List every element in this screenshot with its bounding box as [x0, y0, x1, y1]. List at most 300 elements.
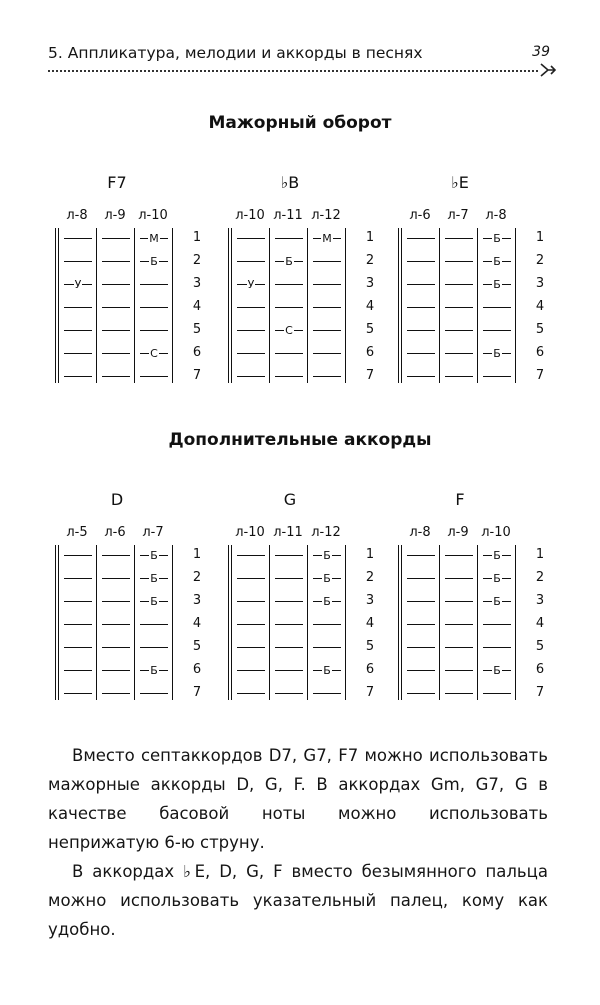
string-number: 1 [192, 230, 202, 245]
string-dash [237, 353, 265, 354]
string-dash [445, 307, 473, 308]
string-segment [137, 254, 171, 268]
string-dash [483, 330, 511, 331]
string-dash [483, 647, 511, 648]
fret-line [477, 545, 478, 700]
fret-line [401, 545, 402, 700]
string-segment [61, 369, 95, 383]
string-dash [64, 376, 92, 377]
string-segment [310, 231, 344, 245]
string-number: 1 [535, 547, 545, 562]
string-dash [237, 555, 265, 556]
string-segment [61, 231, 95, 245]
string-dash [102, 307, 130, 308]
string-segment [310, 571, 344, 585]
string-segment [404, 346, 438, 360]
finger-mark: С [285, 324, 293, 337]
string-segment [442, 346, 476, 360]
finger-mark: У [247, 278, 255, 291]
string-segment [99, 346, 133, 360]
string-dash [102, 376, 130, 377]
string-segment [99, 300, 133, 314]
string-segment [404, 548, 438, 562]
chord-name: F [455, 490, 465, 509]
string-segment [442, 686, 476, 700]
finger-mark: М [149, 232, 159, 245]
string-dash [102, 238, 130, 239]
string-segment [404, 323, 438, 337]
string-segment [137, 231, 171, 245]
fret-line [134, 228, 135, 383]
nut-line [398, 228, 399, 383]
string-segment [61, 548, 95, 562]
string-dash [445, 376, 473, 377]
string-segment [234, 346, 268, 360]
string-dash [407, 670, 435, 671]
string-segment [310, 617, 344, 631]
string-number: 2 [365, 253, 375, 268]
string-segment [99, 369, 133, 383]
string-segment [99, 594, 133, 608]
string-dash [140, 693, 168, 694]
string-dash [64, 693, 92, 694]
dotted-rule [48, 70, 538, 72]
fret-label: л-11 [273, 208, 303, 223]
string-dash [483, 376, 511, 377]
string-number: 2 [192, 570, 202, 585]
string-dash [407, 353, 435, 354]
string-segment [480, 323, 514, 337]
string-segment [442, 369, 476, 383]
string-number: 3 [535, 593, 545, 608]
string-segment [310, 346, 344, 360]
string-segment [234, 300, 268, 314]
string-dash [64, 353, 92, 354]
string-segment [137, 663, 171, 677]
string-dash [313, 353, 341, 354]
finger-mark: Б [493, 278, 501, 291]
string-number: 3 [192, 593, 202, 608]
string-dash [313, 330, 341, 331]
string-segment [480, 369, 514, 383]
fret-label: л-10 [235, 208, 265, 223]
string-dash [407, 330, 435, 331]
string-segment [310, 323, 344, 337]
finger-mark: Б [493, 549, 501, 562]
string-segment [137, 346, 171, 360]
string-segment [272, 369, 306, 383]
string-dash [140, 307, 168, 308]
page-number: 39 [532, 44, 550, 60]
string-segment [480, 571, 514, 585]
string-segment [480, 663, 514, 677]
string-segment [137, 571, 171, 585]
string-dash [64, 624, 92, 625]
string-number: 2 [192, 253, 202, 268]
chord-name: F7 [107, 173, 127, 192]
string-dash [102, 261, 130, 262]
fret-line [134, 545, 135, 700]
finger-mark: Б [150, 595, 158, 608]
string-segment [310, 686, 344, 700]
string-dash [407, 601, 435, 602]
string-number: 6 [365, 662, 375, 677]
string-segment [404, 686, 438, 700]
string-segment [234, 369, 268, 383]
fret-line [307, 228, 308, 383]
string-segment [310, 640, 344, 654]
fret-line [345, 545, 346, 700]
chord-name: ♭E [451, 173, 469, 192]
string-dash [313, 647, 341, 648]
fret-label: л-12 [311, 208, 341, 223]
string-segment [234, 686, 268, 700]
string-number: 3 [535, 276, 545, 291]
string-segment [99, 571, 133, 585]
string-segment [404, 640, 438, 654]
string-number: 4 [192, 616, 202, 631]
string-dash [102, 601, 130, 602]
string-segment [442, 640, 476, 654]
finger-mark: Б [493, 572, 501, 585]
string-dash [64, 307, 92, 308]
fret-line [401, 228, 402, 383]
chord-diagram-0-1 [228, 173, 388, 383]
string-segment [61, 663, 95, 677]
string-segment [99, 277, 133, 291]
string-number: 1 [535, 230, 545, 245]
string-number: 3 [365, 276, 375, 291]
string-segment [310, 548, 344, 562]
fret-line [269, 228, 270, 383]
string-segment [442, 277, 476, 291]
string-segment [404, 617, 438, 631]
string-dash [64, 578, 92, 579]
string-segment [442, 231, 476, 245]
finger-mark: Б [493, 595, 501, 608]
string-segment [61, 300, 95, 314]
string-dash [275, 555, 303, 556]
string-segment [310, 277, 344, 291]
chord-diagram-0-0 [55, 173, 215, 383]
string-number: 4 [535, 299, 545, 314]
fret-line [515, 228, 516, 383]
string-dash [275, 238, 303, 239]
string-segment [480, 594, 514, 608]
fret-line [96, 545, 97, 700]
string-number: 3 [365, 593, 375, 608]
string-segment [310, 369, 344, 383]
string-segment [234, 254, 268, 268]
finger-mark: Б [493, 232, 501, 245]
string-dash [445, 624, 473, 625]
finger-mark: Б [493, 255, 501, 268]
string-segment [480, 231, 514, 245]
string-segment [310, 663, 344, 677]
string-segment [404, 571, 438, 585]
string-dash [313, 376, 341, 377]
string-segment [99, 548, 133, 562]
finger-mark: У [74, 278, 82, 291]
string-number: 7 [365, 685, 375, 700]
string-segment [61, 254, 95, 268]
string-number: 7 [535, 685, 545, 700]
string-segment [480, 346, 514, 360]
string-dash [102, 647, 130, 648]
finger-mark: Б [150, 549, 158, 562]
string-dash [407, 647, 435, 648]
string-segment [404, 231, 438, 245]
string-segment [272, 300, 306, 314]
string-number: 5 [535, 639, 545, 654]
fret-line [439, 545, 440, 700]
string-dash [445, 670, 473, 671]
string-dash [140, 376, 168, 377]
fret-line [172, 228, 173, 383]
finger-mark: Б [323, 595, 331, 608]
chord-diagram-1-0 [55, 490, 215, 700]
string-segment [404, 663, 438, 677]
string-number: 4 [192, 299, 202, 314]
fret-line [477, 228, 478, 383]
string-segment [272, 323, 306, 337]
string-dash [445, 647, 473, 648]
string-segment [480, 300, 514, 314]
string-segment [272, 277, 306, 291]
string-segment [99, 254, 133, 268]
string-number: 4 [535, 616, 545, 631]
string-dash [275, 693, 303, 694]
string-dash [64, 601, 92, 602]
fret-line [172, 545, 173, 700]
string-segment [442, 548, 476, 562]
string-segment [480, 254, 514, 268]
string-segment [442, 571, 476, 585]
string-number: 6 [365, 345, 375, 360]
string-dash [445, 330, 473, 331]
nut-line [55, 228, 56, 383]
chord-diagram-1-2 [398, 490, 558, 700]
nut-line [228, 228, 229, 383]
string-dash [407, 376, 435, 377]
fret-label: л-9 [447, 525, 469, 540]
string-number: 2 [535, 253, 545, 268]
string-segment [137, 369, 171, 383]
string-segment [99, 617, 133, 631]
nut-line [398, 545, 399, 700]
fret-line [307, 545, 308, 700]
finger-mark: М [322, 232, 332, 245]
fret-label: л-10 [138, 208, 168, 223]
string-dash [275, 647, 303, 648]
string-segment [61, 277, 95, 291]
chapter-title: 5. Аппликатура, мелодии и аккорды в песнях [48, 44, 423, 62]
chord-diagram-1-1 [228, 490, 388, 700]
string-segment [310, 300, 344, 314]
string-number: 5 [535, 322, 545, 337]
string-number: 5 [365, 639, 375, 654]
string-dash [237, 330, 265, 331]
string-dash [407, 261, 435, 262]
paragraph-2: В аккордах ♭E, D, G, F вместо безымянного пальца можно использовать указательный палец, кому как удобно. [48, 862, 548, 939]
string-dash [275, 376, 303, 377]
string-dash [102, 693, 130, 694]
string-number: 2 [535, 570, 545, 585]
string-dash [237, 624, 265, 625]
string-segment [234, 663, 268, 677]
string-segment [137, 277, 171, 291]
string-dash [445, 578, 473, 579]
string-dash [407, 307, 435, 308]
string-dash [140, 284, 168, 285]
string-segment [480, 277, 514, 291]
string-number: 7 [365, 368, 375, 383]
finger-mark: Б [150, 664, 158, 677]
string-number: 1 [365, 547, 375, 562]
string-segment [99, 640, 133, 654]
string-dash [275, 353, 303, 354]
finger-mark: Б [150, 255, 158, 268]
string-dash [407, 238, 435, 239]
finger-mark: Б [493, 347, 501, 360]
string-segment [234, 323, 268, 337]
string-number: 4 [365, 616, 375, 631]
string-dash [102, 555, 130, 556]
string-segment [404, 369, 438, 383]
string-segment [442, 300, 476, 314]
fret-label: л-8 [66, 208, 88, 223]
fret-label: л-11 [273, 525, 303, 540]
string-segment [442, 323, 476, 337]
string-segment [61, 323, 95, 337]
string-dash [483, 624, 511, 625]
string-segment [480, 686, 514, 700]
string-segment [272, 594, 306, 608]
string-segment [234, 277, 268, 291]
fret-line [345, 228, 346, 383]
section-title-major: Мажорный оборот [208, 113, 392, 133]
string-segment [272, 663, 306, 677]
string-segment [99, 663, 133, 677]
string-segment [272, 571, 306, 585]
fret-label: л-5 [66, 525, 88, 540]
fret-label: л-8 [485, 208, 507, 223]
string-dash [237, 307, 265, 308]
string-dash [445, 353, 473, 354]
string-segment [234, 640, 268, 654]
chord-name: G [283, 490, 297, 509]
string-dash [445, 601, 473, 602]
string-segment [61, 346, 95, 360]
fret-line [231, 228, 232, 383]
chord-name: D [110, 490, 124, 509]
string-segment [404, 594, 438, 608]
string-segment [61, 617, 95, 631]
string-segment [234, 231, 268, 245]
string-dash [64, 330, 92, 331]
string-dash [313, 284, 341, 285]
string-number: 6 [192, 345, 202, 360]
string-dash [275, 601, 303, 602]
string-dash [64, 647, 92, 648]
finger-mark: Б [150, 572, 158, 585]
string-segment [272, 254, 306, 268]
string-segment [310, 254, 344, 268]
nut-line [55, 545, 56, 700]
fret-line [439, 228, 440, 383]
string-segment [310, 594, 344, 608]
string-number: 1 [192, 547, 202, 562]
string-dash [445, 693, 473, 694]
string-dash [64, 555, 92, 556]
chord-name: ♭B [280, 173, 300, 192]
string-dash [237, 261, 265, 262]
string-segment [404, 300, 438, 314]
fret-label: л-9 [104, 208, 126, 223]
string-dash [102, 330, 130, 331]
string-dash [102, 284, 130, 285]
string-segment [480, 548, 514, 562]
finger-mark: Б [323, 549, 331, 562]
string-segment [137, 548, 171, 562]
string-number: 7 [192, 685, 202, 700]
string-dash [237, 238, 265, 239]
string-segment [272, 548, 306, 562]
string-segment [480, 617, 514, 631]
fret-label: л-10 [481, 525, 511, 540]
string-segment [272, 686, 306, 700]
fret-line [96, 228, 97, 383]
string-segment [272, 231, 306, 245]
string-segment [99, 231, 133, 245]
string-segment [137, 686, 171, 700]
finger-mark: Б [323, 572, 331, 585]
string-dash [313, 624, 341, 625]
string-dash [483, 307, 511, 308]
string-dash [64, 261, 92, 262]
string-number: 6 [192, 662, 202, 677]
string-dash [275, 670, 303, 671]
string-dash [237, 578, 265, 579]
string-number: 3 [192, 276, 202, 291]
finger-mark: С [150, 347, 158, 360]
chord-diagram-0-2 [398, 173, 558, 383]
string-segment [137, 640, 171, 654]
string-segment [272, 617, 306, 631]
string-number: 2 [365, 570, 375, 585]
string-number: 6 [535, 662, 545, 677]
string-dash [313, 261, 341, 262]
fret-label: л-7 [447, 208, 469, 223]
string-dash [275, 578, 303, 579]
string-segment [99, 686, 133, 700]
string-dash [102, 670, 130, 671]
string-segment [234, 548, 268, 562]
string-segment [442, 254, 476, 268]
string-segment [404, 254, 438, 268]
fret-label: л-6 [409, 208, 431, 223]
string-dash [445, 261, 473, 262]
string-segment [61, 571, 95, 585]
string-dash [407, 693, 435, 694]
string-dash [313, 693, 341, 694]
fret-line [269, 545, 270, 700]
fret-label: л-7 [142, 525, 164, 540]
fret-line [58, 228, 59, 383]
string-segment [61, 686, 95, 700]
string-segment [137, 617, 171, 631]
string-number: 5 [192, 639, 202, 654]
